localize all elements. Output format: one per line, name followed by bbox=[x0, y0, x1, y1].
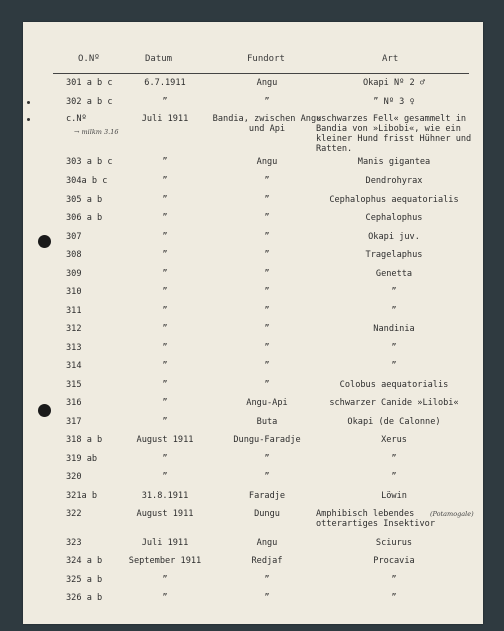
row-number: 301 a b c bbox=[66, 78, 113, 88]
row-art: Sciurus bbox=[375, 538, 413, 548]
row-art: ” bbox=[391, 472, 397, 482]
row-art: Okapi (de Calonne) bbox=[347, 417, 441, 427]
row-number: 312 bbox=[66, 324, 82, 334]
row-art: Dendrohyrax bbox=[365, 176, 423, 186]
row-datum: ” bbox=[162, 250, 168, 260]
row-fundort: Angu bbox=[256, 157, 278, 167]
row-datum: Juli 1911 bbox=[141, 538, 189, 548]
row-fundort: ” bbox=[264, 324, 270, 334]
row-fundort: ” bbox=[264, 287, 270, 297]
row-datum: ” bbox=[162, 472, 168, 482]
row-datum: ” bbox=[162, 575, 168, 585]
row-fundort: ” bbox=[264, 213, 270, 223]
row-art: Tragelaphus bbox=[365, 250, 423, 260]
row-datum: ” bbox=[162, 324, 168, 334]
row-art: »schwarzes Fell« gesammelt in Bandia von »Libobi«, wie ein kleiner Hund frisst Hühner und Ratten. bbox=[316, 114, 472, 154]
row-datum: ” bbox=[162, 232, 168, 242]
row-fundort: Faradje bbox=[248, 491, 286, 501]
row-art: Cephalophus aequatorialis bbox=[329, 195, 459, 205]
row-art: schwarzer Canide »Lilobi« bbox=[329, 398, 459, 408]
row-fundort: Dungu-Faradje bbox=[233, 435, 301, 445]
row-datum: August 1911 bbox=[136, 435, 194, 445]
row-datum: ” bbox=[162, 343, 168, 353]
row-fundort: ” bbox=[264, 472, 270, 482]
row-number: 324 a b bbox=[66, 556, 103, 566]
row-art: ” Nº 3 ♀ bbox=[373, 97, 415, 107]
row-datum: September 1911 bbox=[128, 556, 202, 566]
row-number: 310 bbox=[66, 287, 82, 297]
row-art: Manis gigantea bbox=[357, 157, 431, 167]
column-header-art: Art bbox=[382, 54, 399, 64]
row-number: 304a b c bbox=[66, 176, 108, 186]
row-datum: ” bbox=[162, 157, 168, 167]
row-fundort: Buta bbox=[256, 417, 278, 427]
row-number: 317 bbox=[66, 417, 82, 427]
row-datum: ” bbox=[162, 97, 168, 107]
row-number: 314 bbox=[66, 361, 82, 371]
row-fundort: Angu bbox=[256, 78, 278, 88]
punch-hole-bottom bbox=[38, 404, 51, 417]
header-rule bbox=[53, 73, 469, 74]
column-header-fundort: Fundort bbox=[247, 54, 285, 64]
row-datum: ” bbox=[162, 213, 168, 223]
row-datum: ” bbox=[162, 361, 168, 371]
margin-annotation: → milkm 3.16 bbox=[74, 128, 119, 136]
row-fundort: Dungu bbox=[254, 509, 280, 519]
row-number: 316 bbox=[66, 398, 82, 408]
column-header-on: O.Nº bbox=[78, 54, 100, 64]
row-datum: ” bbox=[162, 176, 168, 186]
row-fundort: ” bbox=[264, 454, 270, 464]
row-number: 306 a b bbox=[66, 213, 103, 223]
row-number: 303 a b c bbox=[66, 157, 113, 167]
punch-hole-top bbox=[38, 235, 51, 248]
row-number: 325 a b bbox=[66, 575, 103, 585]
row-fundort: ” bbox=[264, 232, 270, 242]
row-fundort: Angu-Api bbox=[246, 398, 288, 408]
row-art: Nandinia bbox=[373, 324, 415, 334]
row-fundort: ” bbox=[264, 250, 270, 260]
row-datum: August 1911 bbox=[136, 509, 194, 519]
margin-mark bbox=[27, 118, 30, 121]
row-datum: ” bbox=[162, 269, 168, 279]
row-datum: 6.7.1911 bbox=[144, 78, 186, 88]
row-art: Amphibisch lebendes otterartiges Insektivor bbox=[316, 509, 435, 529]
row-art: Genetta bbox=[375, 269, 413, 279]
row-art: Löwin bbox=[381, 491, 407, 501]
row-art: Cephalophus bbox=[365, 213, 423, 223]
row-fundort: Bandia, zwischen Angu und Api bbox=[212, 114, 322, 134]
column-header-datum: Datum bbox=[145, 54, 173, 64]
row-datum: 31.8.1911 bbox=[141, 491, 189, 501]
row-art: Colobus aequatorialis bbox=[339, 380, 449, 390]
row-art: Okapi juv. bbox=[368, 232, 420, 242]
row-number: 308 bbox=[66, 250, 82, 260]
row-datum: ” bbox=[162, 287, 168, 297]
row-number: 309 bbox=[66, 269, 82, 279]
row-datum: ” bbox=[162, 195, 168, 205]
row-datum: ” bbox=[162, 380, 168, 390]
row-datum: ” bbox=[162, 417, 168, 427]
row-fundort: ” bbox=[264, 176, 270, 186]
row-art: ” bbox=[391, 593, 397, 603]
row-art: Okapi Nº 2 ♂ bbox=[362, 78, 426, 88]
row-number: 318 a b bbox=[66, 435, 103, 445]
row-art: ” bbox=[391, 361, 397, 371]
row-datum: ” bbox=[162, 593, 168, 603]
row-datum: ” bbox=[162, 398, 168, 408]
document-page bbox=[23, 22, 483, 624]
row-number: c.Nº bbox=[66, 114, 87, 124]
row-fundort: ” bbox=[264, 195, 270, 205]
row-number: 320 bbox=[66, 472, 82, 482]
row-art: ” bbox=[391, 287, 397, 297]
row-number: 319 ab bbox=[66, 454, 98, 464]
row-fundort: Redjaf bbox=[251, 556, 283, 566]
row-number: 311 bbox=[66, 306, 82, 316]
row-fundort: Angu bbox=[256, 538, 278, 548]
row-art: ” bbox=[391, 454, 397, 464]
row-fundort: ” bbox=[264, 343, 270, 353]
row-number: 307 bbox=[66, 232, 82, 242]
row-datum: ” bbox=[162, 454, 168, 464]
row-number: 326 a b bbox=[66, 593, 103, 603]
row-number: 322 bbox=[66, 509, 82, 519]
row-number: 313 bbox=[66, 343, 82, 353]
margin-mark bbox=[27, 101, 30, 104]
row-art: ” bbox=[391, 575, 397, 585]
row-art: Procavia bbox=[373, 556, 415, 566]
row-fundort: ” bbox=[264, 269, 270, 279]
row-datum: ” bbox=[162, 306, 168, 316]
row-art: ” bbox=[391, 306, 397, 316]
row-number: 323 bbox=[66, 538, 82, 548]
row-art: Xerus bbox=[381, 435, 407, 445]
row-number: 305 a b bbox=[66, 195, 103, 205]
handwritten-annotation: (Potamogale) bbox=[430, 510, 474, 518]
row-number: 302 a b c bbox=[66, 97, 113, 107]
row-fundort: ” bbox=[264, 97, 270, 107]
row-fundort: ” bbox=[264, 575, 270, 585]
row-fundort: ” bbox=[264, 593, 270, 603]
row-fundort: ” bbox=[264, 361, 270, 371]
row-number: 321a b bbox=[66, 491, 98, 501]
row-fundort: ” bbox=[264, 306, 270, 316]
row-art: ” bbox=[391, 343, 397, 353]
row-number: 315 bbox=[66, 380, 82, 390]
row-fundort: ” bbox=[264, 380, 270, 390]
row-datum: Juli 1911 bbox=[141, 114, 189, 124]
